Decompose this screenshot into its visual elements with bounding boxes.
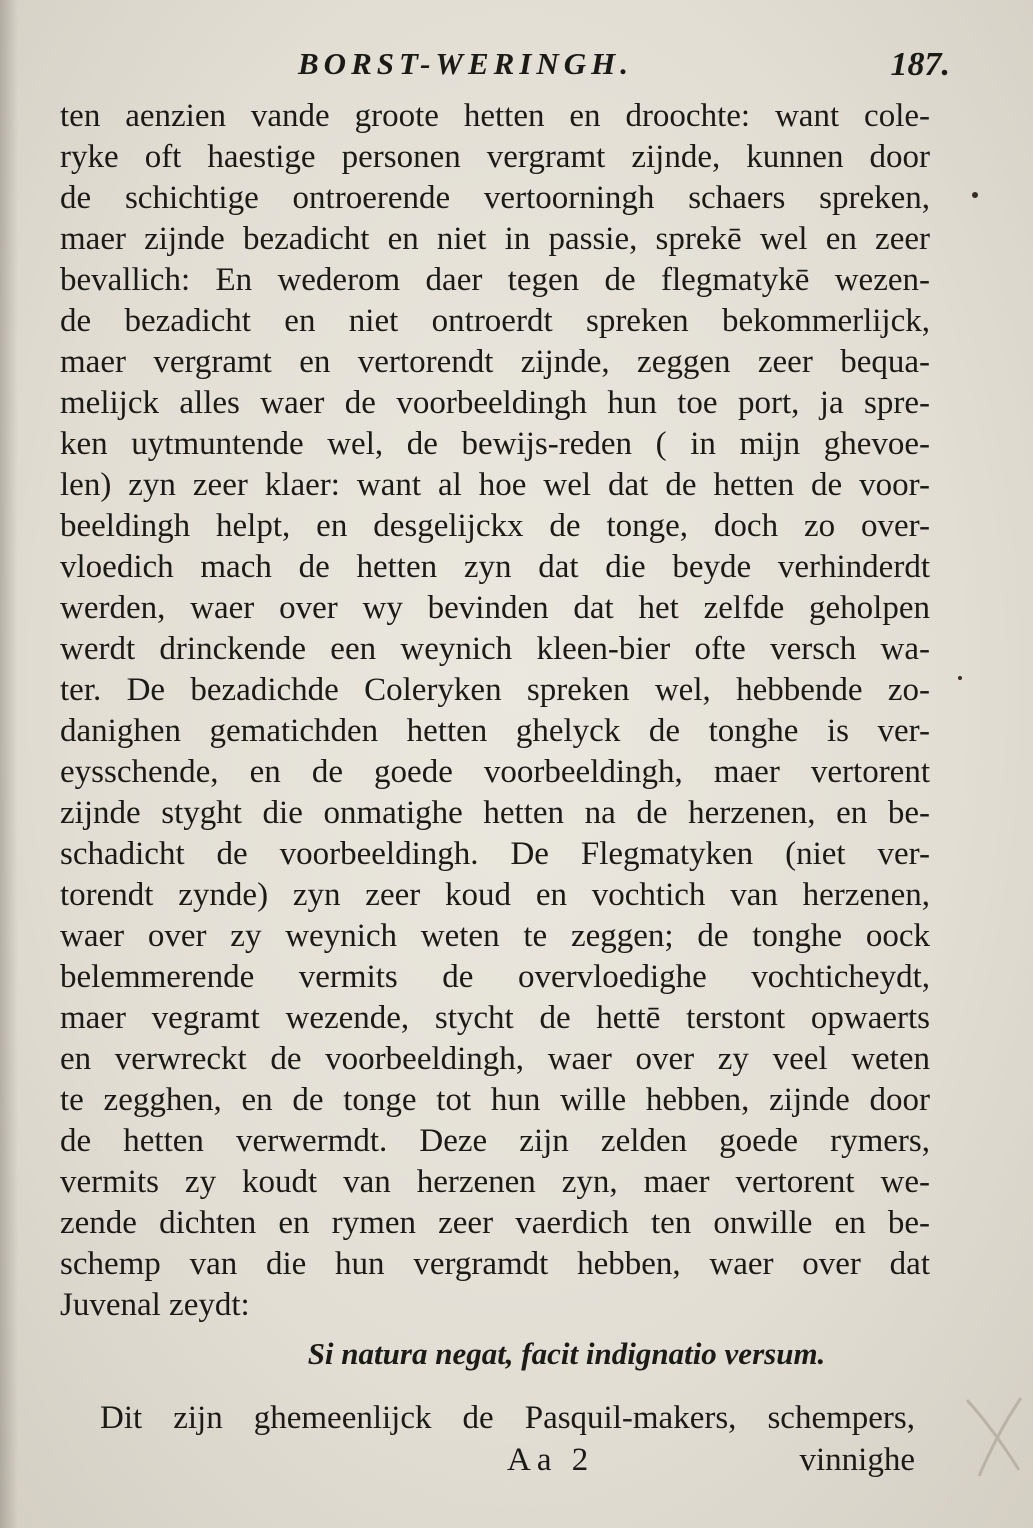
text-line: werden, waer over wy bevinden dat het zelfde geholpen <box>60 590 930 626</box>
text-line: werdt drinckende een weynich kleen-bier ofte versch wa- <box>60 631 930 667</box>
text-line: maer vergramt en vertorendt zijnde, zeggen zeer bequa- <box>60 344 930 380</box>
text-line: ten aenzien vande groote hetten en droochte: want cole- <box>60 98 930 134</box>
text-line: schadicht de voorbeeldingh. De Flegmatyken (niet ver- <box>60 836 930 872</box>
ink-speck <box>972 192 978 198</box>
page-number: 187. <box>890 46 950 83</box>
text-line: en verwreckt de voorbeeldingh, waer over zy veel weten <box>60 1041 930 1077</box>
page-gutter-shadow <box>0 0 18 1528</box>
text-line: de schichtige ontroerende vertoorningh schaers spreken, <box>60 180 930 216</box>
text-line: schemp van die hun vergramdt hebben, waer over dat <box>60 1246 930 1282</box>
text-line: de bezadicht en niet ontroerdt spreken bekommerlijck, <box>60 303 930 339</box>
text-line: eysschende, en de goede voorbeeldingh, maer vertorent <box>60 754 930 790</box>
latin-verse-quote <box>0 1334 1033 1374</box>
body-text <box>60 96 930 1326</box>
text-line: te zegghen, en de tonge tot hun wille hebben, zijnde door <box>60 1082 930 1118</box>
text-line: beeldingh helpt, en desgelijckx de tonge, doch zo over- <box>60 508 930 544</box>
page-footer <box>60 1440 915 1480</box>
bleed-through-mark <box>959 1390 1029 1480</box>
text-line-juvenal: Juvenal zeydt: <box>60 1287 250 1323</box>
text-line: vloedich mach de hetten zyn dat die beyde verhinderdt <box>60 549 930 585</box>
text-line: de hetten verwermdt. Deze zijn zelden goede rymers, <box>60 1123 930 1159</box>
text-line: len) zyn zeer klaer: want al hoe wel dat de hetten de voor- <box>60 467 930 503</box>
catchword: vinnighe <box>799 1442 915 1478</box>
text-line: vermits zy koudt van herzenen zyn, maer vertorent we- <box>60 1164 930 1200</box>
closing-paragraph-line: Dit zijn ghemeenlijck de Pasquil-makers, schempers, <box>100 1400 915 1436</box>
latin-verse-text: Si natura negat, facit indignatio versum. <box>307 1336 826 1371</box>
page-header <box>60 46 950 90</box>
text-line: torendt zynde) zyn zeer koud en vochtich van herzenen, <box>60 877 930 913</box>
text-line: ter. De bezadichde Coleryken spreken wel, hebbende zo- <box>60 672 930 708</box>
signature-mark: Aa 2 <box>507 1442 595 1478</box>
text-line: waer over zy weynich weten te zeggen; de tonghe oock <box>60 918 930 954</box>
text-line: maer zijnde bezadicht en niet in passie, sprekē wel en zeer <box>60 221 930 257</box>
text-line: maer vegramt wezende, stycht de hettē terstont opwaerts <box>60 1000 930 1036</box>
text-line: zende dichten en rymen zeer vaerdich ten onwille en be- <box>60 1205 930 1241</box>
text-line: belemmerende vermits de overvloedighe vochticheydt, <box>60 959 930 995</box>
text-line: ken uytmuntende wel, de bewijs-reden ( in mijn ghevoe- <box>60 426 930 462</box>
running-title: BORST-WERINGH. <box>298 46 634 81</box>
text-line: ryke oft haestige personen vergramt zijnde, kunnen door <box>60 139 930 175</box>
text-line: melijck alles waer de voorbeeldingh hun toe port, ja spre- <box>60 385 930 421</box>
text-line: bevallich: En wederom daer tegen de flegmatykē wezen- <box>60 262 930 298</box>
text-line: danighen gematichden hetten ghelyck de tonghe is ver- <box>60 713 930 749</box>
ink-speck <box>958 676 962 680</box>
text-line: zijnde styght die onmatighe hetten na de herzenen, en be- <box>60 795 930 831</box>
